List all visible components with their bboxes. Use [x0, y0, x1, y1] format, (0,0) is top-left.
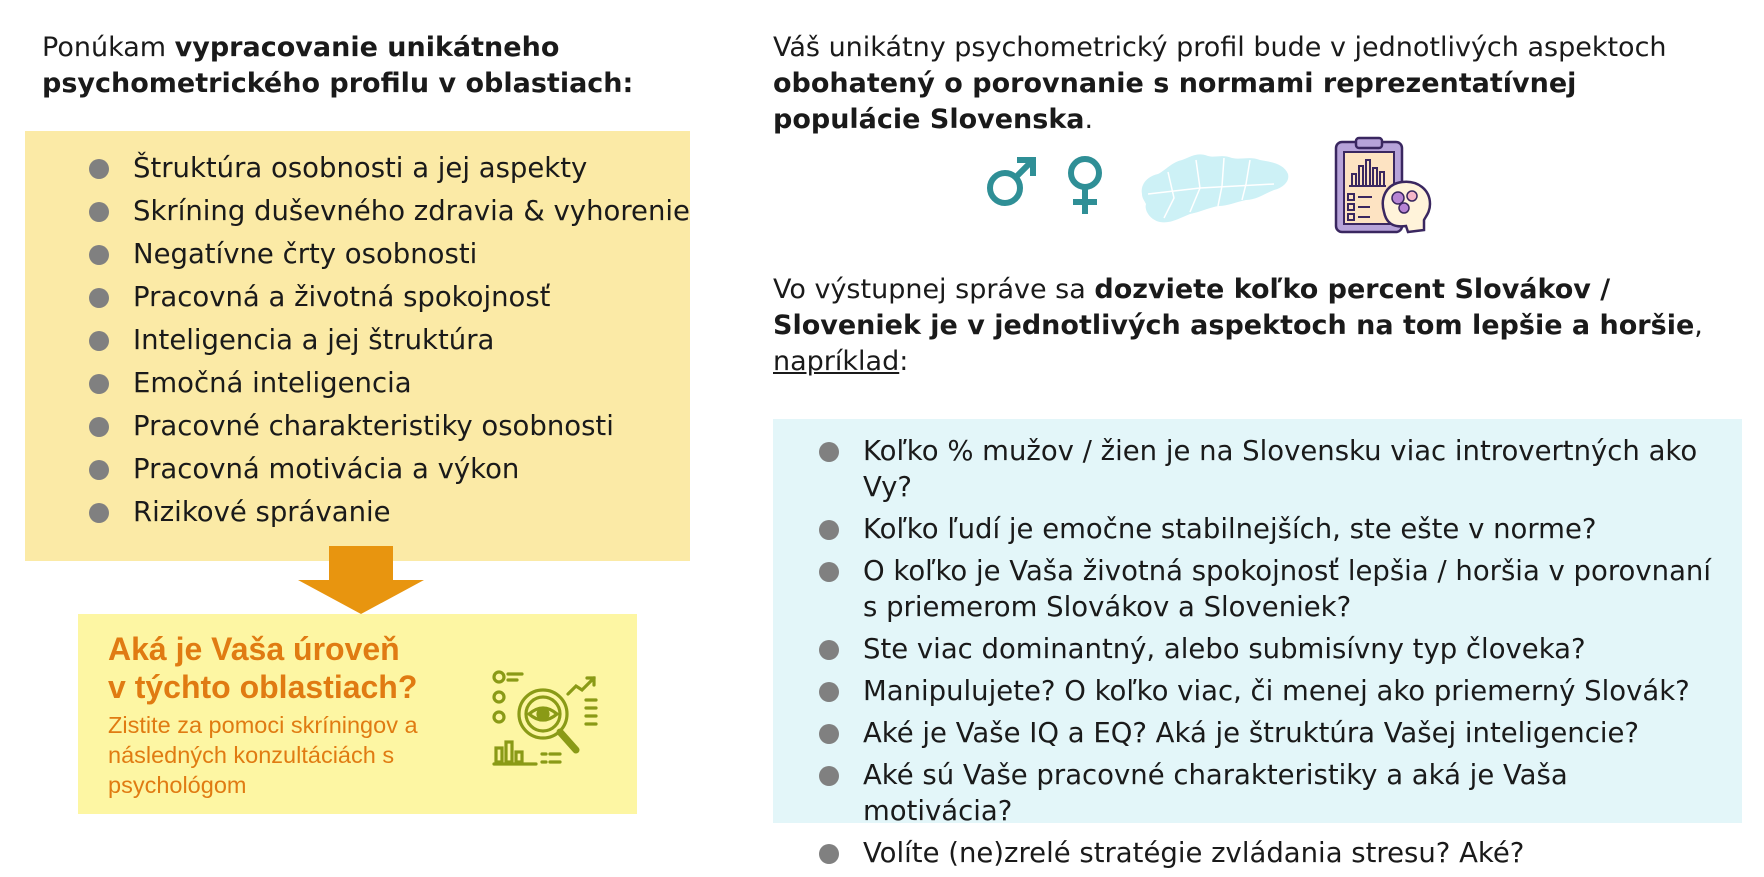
bullet-icon — [819, 562, 839, 582]
areas-box — [25, 131, 690, 561]
list-item — [815, 757, 1715, 829]
bullet-icon — [89, 331, 109, 351]
area-label: Pracovná motivácia a výkon — [133, 453, 520, 485]
list-item — [815, 433, 1715, 505]
report-normal: Vo výstupnej správe sa — [773, 274, 1095, 305]
question-label: Aké sú Vaše pracovné charakteristiky a aká je Vaša motivácia? — [863, 759, 1568, 827]
list-item — [815, 835, 1715, 871]
female-symbol-icon — [1064, 154, 1106, 216]
area-label: Pracovné charakteristiky osobnosti — [133, 410, 614, 442]
bullet-icon — [89, 374, 109, 394]
report-paragraph — [773, 272, 1733, 380]
areas-list — [85, 147, 690, 534]
questions-list — [815, 433, 1715, 877]
list-item — [815, 715, 1715, 751]
magnifier-analysis-icon — [490, 668, 600, 770]
area-label: Negatívne črty osobnosti — [133, 238, 478, 270]
question-label: Volíte (ne)zrelé stratégie zvládania stresu? Aké? — [863, 837, 1525, 869]
bullet-icon — [819, 640, 839, 660]
list-item — [85, 448, 690, 491]
bullet-icon — [89, 503, 109, 523]
list-item — [85, 276, 690, 319]
list-item — [815, 553, 1715, 625]
result-title-line2: v týchto oblastiach? — [108, 669, 418, 705]
profile-end: . — [1084, 104, 1094, 135]
list-item — [85, 147, 690, 190]
bullet-icon — [89, 460, 109, 480]
left-intro — [42, 30, 662, 102]
result-title — [108, 630, 417, 706]
area-label: Emočná inteligencia — [133, 367, 412, 399]
question-label: Manipulujete? O koľko viac, či menej ako priemerný Slovák? — [863, 675, 1690, 707]
profile-bold: obohatený o porovnanie s normami reprezentatívnej populácie Slovenska — [773, 68, 1577, 135]
question-label: Aké je Vaše IQ a EQ? Aká je štruktúra Vašej inteligencie? — [863, 717, 1640, 749]
result-title-line1: Aká je Vaša úroveň — [108, 631, 400, 667]
area-label: Pracovná a životná spokojnosť — [133, 281, 551, 313]
bullet-icon — [89, 159, 109, 179]
list-item — [85, 319, 690, 362]
left-intro-normal: Ponúkam — [42, 32, 175, 63]
area-label: Štruktúra osobnosti a jej aspekty — [133, 152, 588, 184]
result-box — [78, 614, 637, 814]
bullet-icon — [819, 520, 839, 540]
bullet-icon — [89, 417, 109, 437]
bullet-icon — [819, 682, 839, 702]
question-label: O koľko je Vaša životná spokojnosť lepšia / horšia v porovnaní s priemerom Slovákov a Sloveniek? — [863, 555, 1711, 623]
bullet-icon — [89, 202, 109, 222]
list-item — [85, 405, 690, 448]
slovakia-map-icon — [1138, 148, 1290, 228]
profile-paragraph — [773, 30, 1733, 138]
list-item — [85, 233, 690, 276]
bullet-icon — [819, 766, 839, 786]
result-subtitle: Zistite za pomoci skríningov a následných konzultáciách s psychológom — [108, 712, 418, 798]
question-label: Ste viac dominantný, alebo submisívny typ človeka? — [863, 633, 1586, 665]
list-item — [815, 511, 1715, 547]
profile-normal: Váš unikátny psychometrický profil bude v jednotlivých aspektoch — [773, 32, 1667, 63]
report-bold: dozviete koľko percent Slovákov / Sloveniek je v jednotlivých aspektoch na tom lepšie a horšie — [773, 274, 1695, 341]
question-label: Koľko ľudí je emočne stabilnejších, ste ešte v norme? — [863, 513, 1597, 545]
area-label: Inteligencia a jej štruktúra — [133, 324, 495, 356]
list-item — [85, 190, 690, 233]
report-colon: : — [899, 346, 909, 377]
report-comma: , — [1694, 310, 1703, 341]
list-item — [815, 631, 1715, 667]
male-symbol-icon — [984, 152, 1040, 210]
bullet-icon — [89, 288, 109, 308]
area-label: Skríning duševného zdravia & vyhorenie — [133, 195, 690, 227]
bullet-icon — [819, 724, 839, 744]
question-label: Koľko % mužov / žien je na Slovensku viac introvertných ako Vy? — [863, 435, 1698, 503]
bullet-icon — [819, 844, 839, 864]
questions-box — [773, 419, 1742, 869]
down-arrow-icon — [298, 546, 424, 614]
list-item — [815, 673, 1715, 709]
bullet-icon — [819, 442, 839, 462]
list-item — [85, 491, 690, 534]
area-label: Rizikové správanie — [133, 496, 391, 528]
bullet-icon — [89, 245, 109, 265]
left-intro-bold: vypracovanie unikátneho psychometrického profilu v oblastiach: — [42, 32, 634, 99]
list-item — [85, 362, 690, 405]
report-example: napríklad — [773, 346, 900, 377]
clipboard-report-icon — [1332, 136, 1436, 238]
